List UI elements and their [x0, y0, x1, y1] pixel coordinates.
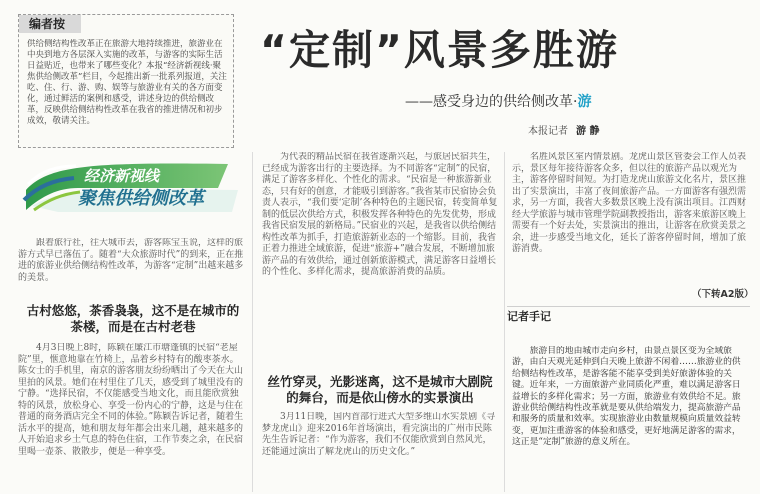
reporter-notes-text — [512, 346, 748, 492]
left-intro-paragraph: 跟着旅行社，往大城市去，游客陈宝玉说，这样的旅游方式早已落伍了。随着“大众旅游时代”的到来，正在推进的旅游业供给侧结构性改革，为游客“定制”出越来越多的美景。 — [18, 238, 244, 283]
byline-name: 游 静 — [576, 126, 600, 137]
subtitle-prefix: ——感受身边的供给侧改革· — [405, 94, 578, 110]
middle-body-text — [262, 152, 498, 370]
headline-title: “定制”风景多胜游 — [260, 26, 619, 74]
middle-body2-paragraph: 3月11日晚，国内首部行进式大型多维山水实景剧《寻梦龙虎山》迎来2016年首场演出，看完演出的广州市民陈先生告诉记者：“作为游客，我们不仅能欣赏到自然风光，还能通过演出了解龙虎山的历史文化。” — [262, 412, 496, 457]
headline-subtitle — [405, 92, 745, 112]
editor-note-box — [18, 14, 234, 148]
right-body-text — [512, 152, 748, 280]
right-body-paragraph: 名胜风景区室内情景剧。龙虎山景区管委会工作人员表示，景区每年接待游客众多，但以往的旅游产品以观光为主，游客停留时间短。为打造龙虎山旅游文化名片，景区推出了实景演出，丰富了夜间旅游产品。一方面游客有强烈需求，另一方面，我省大多数景区晚上没有演出项目。江西财经大学旅游与城市管理学院副教授指出，游客来旅游区晚上需要有一个好去处，实景演出的推出，让游客在欣赏美景之余，进一步感受当地文化，延长了游客停留时间，增加了旅游消费。 — [512, 152, 747, 254]
column-rule-right — [504, 152, 505, 492]
middle-body-paragraph: 为代表的精品民宿在我省逐渐兴起，与旅居民宿共生，已经成为游客出行的主要选择。为不同游客“定制”的民宿，满足了游客多样化、个性化的需求。“民宿是一种旅游新业态，只有好的创意，才能吸引到游客。”我省某市民宿协会负责人表示，“我们要‘定制’各种特色的主题民宿，转变简单复制的低层次供给方式，积极发挥各种特色的先发优势，形成我省民宿发展的新格局。”民宿业的兴起，是我省以供给侧结构性改革为抓手，打造旅游新业态的一个缩影。目前，我省正着力推进全域旅游，促进“旅游+”融合发展，不断增加旅游产品的有效供给，通过创新旅游模式，满足游客日益增长的个性化、多样化需求，提高旅游消费的品质。 — [262, 152, 498, 277]
subtitle-accent: 游 — [577, 94, 592, 110]
byline-label: 本报记者 — [528, 126, 568, 137]
byline — [528, 124, 728, 140]
middle-subhead: 丝竹穿灵，光影迷离，这不是城市大剧院的舞台，而是依山傍水的实景演出 — [267, 374, 493, 405]
reporter-notes-tag: 记者手记 — [507, 310, 551, 323]
banner-line2: 聚焦供给侧改革 — [78, 188, 204, 209]
editor-note-tag: 编者按 — [19, 15, 81, 33]
left-subhead: 古村悠悠，茶香袅袅，这不是在城市的茶楼，而是在古村老巷 — [26, 303, 240, 334]
left-body-text — [18, 343, 244, 491]
left-intro-text — [18, 238, 244, 298]
banner-line1: 经济新视线 — [84, 167, 160, 185]
continued-on-page: （下转A2版） — [692, 289, 754, 300]
editor-note-body: 供给侧结构性改革正在旅游大地持续推进，旅游业在中央到地方各层深入实施的改革，与游客的实际生活日益贴近，也带来了哪些变化？本报“经济新视线·聚焦供给侧改革”栏目，今起推出新一批系列报道，关注吃、住、行、游、购、娱等与旅游业有关的各方面变化，通过鲜活的案例和感受，讲述身边的供给侧改革，反映供给侧结构性改革在我省的推进情况和初步成效，敬请关注。 — [27, 39, 227, 126]
left-body-paragraph: 4月3日晚上8时，陈颖在廉江市塘蓬镇的民宿“老屋院”里，惬意地靠在竹椅上，品着乡村特有的酸枣茶水。陈女士的手机里，南京的游客朋友纷纷晒出了今天在大山里拍的风景。她们在村里住了几天，感受到了城里没有的宁静。“选择民宿，不仅能感受当地文化，而且能欣赏独特的风景，放松身心、享受一份内心的宁静，这是与住在普通的商务酒店完全不同的体验。”陈颖告诉记者，随着生活水平的提高，她和朋友每年都会出来几趟，越来越多的人开始追求乡土气息的特色住宿，工作节奏之余，在民宿里喝一壶茶、散散步，便是一种享受。 — [18, 343, 244, 457]
reporter-notes-paragraph: 旅游目的地由城市走向乡村，由景点景区变为全域旅游，由白天观光延伸到白天晚上旅游不闲着……旅游业的供给侧结构性改革，是游客能不能享受到美好旅游体验的关键。近年来，一方面旅游产业同质化严重，难以满足游客日益增长的多样化需求；另一方面，旅游业有效供给不足。旅游业供给侧结构性改革就是要从供给端发力，提高旅游产品和服务的质量和效率。实现旅游业由数量规模向质量效益转变，更加注重游客的体验和感受，更好地满足游客的需求，这正是“定制”旅游的意义所在。 — [512, 346, 741, 448]
column-banner — [18, 160, 244, 218]
column-rule-left — [252, 152, 253, 492]
middle-body2-text — [262, 412, 498, 492]
